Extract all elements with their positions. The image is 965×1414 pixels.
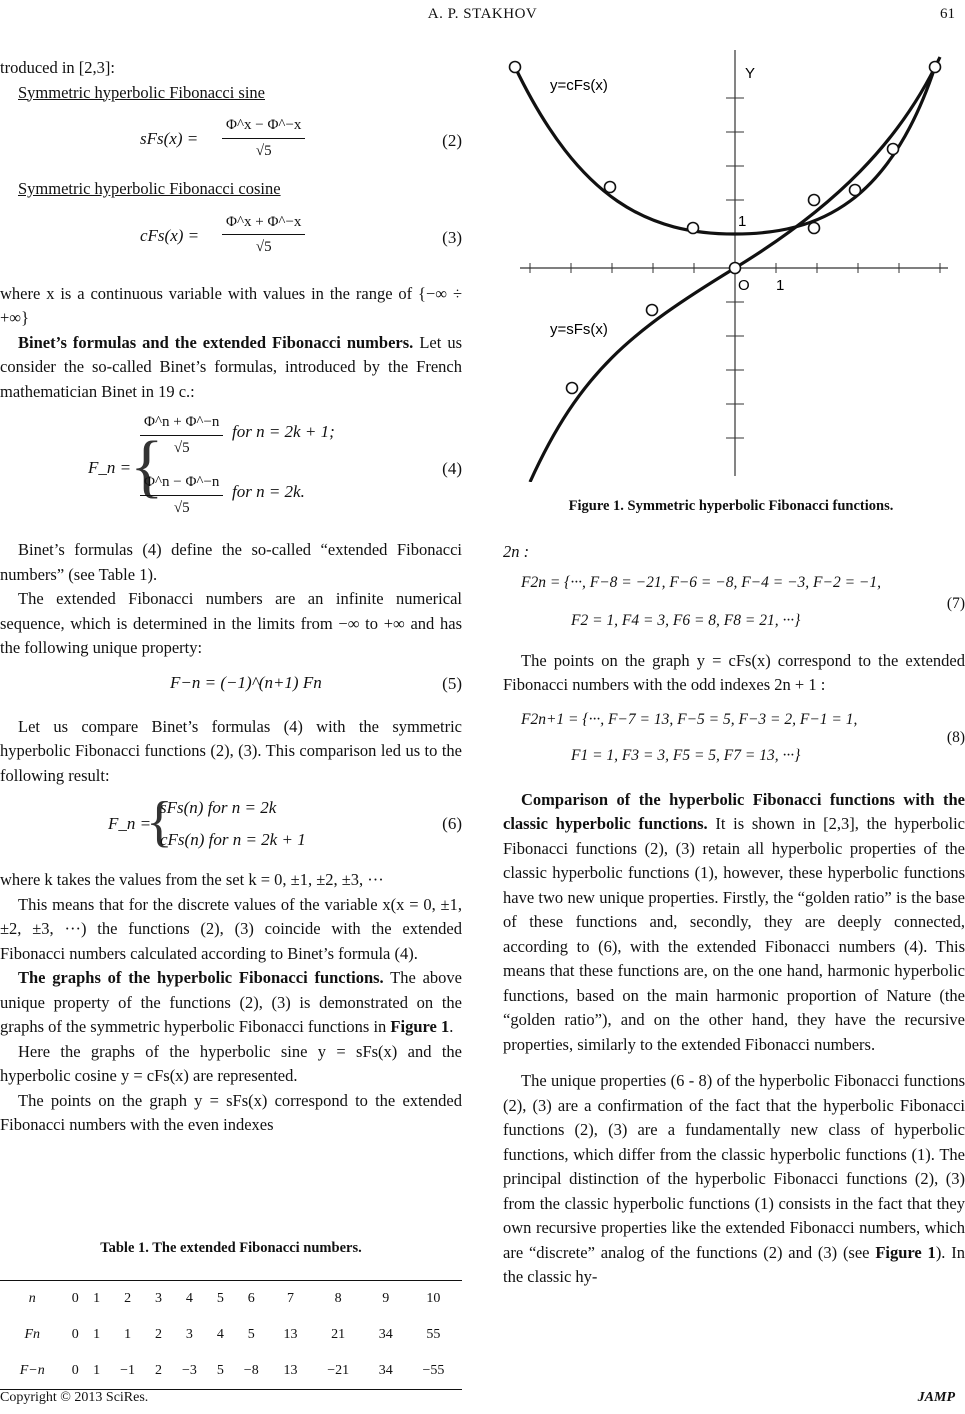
- table-row: [0, 1317, 462, 1353]
- eq4-brace: {: [130, 428, 164, 505]
- table-cell: 0: [64, 1281, 85, 1318]
- eq2-lhs: sFs(x) =: [140, 129, 199, 148]
- eq3-number: (3): [442, 227, 462, 247]
- table-cell: 8: [310, 1281, 367, 1318]
- comparison-heading: Comparison of the hyperbolic Fibonacci functions with the classic hyperbolic functions.: [503, 789, 965, 833]
- para-where: where x is a continuous variable with values in the range of {−∞ ÷ +∞}: [0, 283, 462, 327]
- eq3-fraction: [222, 210, 305, 260]
- fibonacci-point: [809, 223, 820, 234]
- eq5-body: F−n = (−1)^(n+1) Fn: [170, 672, 322, 692]
- table-cell: 7: [271, 1281, 309, 1318]
- table-cell: 1: [86, 1281, 107, 1318]
- right-column: [503, 540, 965, 1290]
- eq4-case2-den: √5: [173, 499, 190, 516]
- table-cell: 34: [378, 1327, 393, 1342]
- cfs-label: y=cFs(x): [550, 77, 608, 94]
- eq8-line2: F1 = 1, F3 = 3, F5 = 5, F7 = 13, ···}: [571, 746, 801, 764]
- table-cell: 5: [210, 1281, 231, 1318]
- page-number: 61: [940, 6, 955, 22]
- para-binet: [0, 331, 462, 405]
- fibonacci-point: [850, 185, 861, 196]
- eq4-case1-fraction: [140, 410, 223, 460]
- para-discrete: This means that for the discrete values of the variable x(x = 0, ±1, ±2, ±3, ···) the functions (2), (3) coincide with the extended Fibonacci numbers calculated according to Binet’s formula (4).: [0, 894, 462, 963]
- eq6-brace: {: [146, 791, 173, 853]
- fibonacci-point: [730, 263, 741, 274]
- x-tick-label: 1: [776, 277, 785, 294]
- eq2-numerator: Φ^x − Φ^−x: [222, 113, 305, 139]
- equation-4: [0, 408, 462, 530]
- eq4-case2-num: Φ^n − Φ^−n: [140, 470, 223, 496]
- sfs-label: y=sFs(x): [550, 321, 608, 338]
- table-cell: 1: [93, 1327, 101, 1342]
- footer-journal: JAMP: [917, 1390, 955, 1405]
- table-row-header: Fn: [24, 1327, 40, 1342]
- para-extended: The extended Fibonacci numbers are an infinite numerical sequence, which is determined in the limits from −∞ to +∞ and has the following unique property:: [0, 589, 462, 657]
- para-graphs: [0, 966, 462, 1040]
- eq4-case1-num: Φ^n + Φ^−n: [140, 410, 223, 436]
- fibonacci-point: [688, 223, 699, 234]
- para-comparison: [503, 788, 965, 1058]
- table-row: [0, 1353, 462, 1390]
- table-cell: 0: [71, 1327, 79, 1342]
- fibonacci-point: [809, 195, 820, 206]
- cosine-heading: Symmetric hyperbolic Fibonacci cosine: [18, 179, 281, 198]
- table-cell: 0: [64, 1353, 85, 1390]
- equation-5: [0, 661, 462, 707]
- left-column: [0, 56, 462, 1138]
- table-cell: 3: [148, 1281, 169, 1318]
- eq6-lhs: F_n =: [108, 814, 152, 833]
- table-row-header: F−n: [0, 1353, 64, 1390]
- para-points-sfs: The points on the graph y = sFs(x) correspond to the extended Fibonacci numbers with the even indexes: [0, 1090, 462, 1134]
- fibonacci-point: [930, 62, 941, 73]
- fibonacci-point: [510, 62, 521, 73]
- eq4-case1-cond: for n = 2k + 1;: [232, 422, 335, 441]
- eq7-line1: F2n = {···, F−8 = −21, F−6 = −8, F−4 = −3, F−2 = −1,: [521, 573, 882, 591]
- equation-6: [0, 788, 462, 860]
- fibonacci-table: [0, 1280, 462, 1390]
- eq2-denominator: √5: [255, 142, 272, 159]
- footer-copyright: Copyright © 2013 SciRes.: [0, 1390, 149, 1405]
- figure-1-graph: [490, 42, 960, 482]
- table-cell: 21: [331, 1327, 346, 1342]
- equation-3: [0, 202, 462, 274]
- eq3-lhs: cFs(x) =: [140, 225, 200, 245]
- table-cell: 13: [271, 1353, 309, 1390]
- binet-heading: Binet’s formulas and the extended Fibonacci numbers.: [18, 332, 414, 352]
- binet-text: Let us consider the so-called Binet’s formulas, introduced by the French mathematician Binet in 19 c.:: [0, 332, 462, 401]
- figure-caption: Figure 1. Symmetric hyperbolic Fibonacci functions.: [568, 498, 894, 514]
- fibonacci-point: [605, 182, 616, 193]
- para-here: Here the graphs of the hyperbolic sine y = sFs(x) and the hyperbolic cosine y = cFs(x) are represented.: [0, 1041, 462, 1085]
- eq6-case2: cFs(n) for n = 2k + 1: [160, 830, 306, 849]
- table-cell: 5: [247, 1327, 255, 1342]
- equation-8: [503, 698, 965, 778]
- fibonacci-table-grid: [0, 1280, 462, 1390]
- table-cell: −1: [107, 1353, 147, 1390]
- table-cell: 34: [367, 1353, 405, 1390]
- table-row: [0, 1281, 462, 1318]
- graphs-heading: The graphs of the hyperbolic Fibonacci functions.: [18, 968, 384, 987]
- table-caption: Table 1. The extended Fibonacci numbers.: [100, 1240, 362, 1256]
- table-cell: 1: [124, 1327, 132, 1342]
- eq4-case1-den: √5: [173, 439, 190, 456]
- origin-label: O: [738, 277, 750, 294]
- eq3-numerator: Φ^x + Φ^−x: [222, 210, 305, 236]
- para-compare: Let us compare Binet’s formulas (4) with the symmetric hyperbolic Fibonacci functions (2), (3). This comparison led us to the following result:: [0, 716, 462, 785]
- eq7-line2: F2 = 1, F4 = 3, F6 = 8, F8 = 21, ···}: [571, 611, 801, 629]
- unique-text-b: ). In the classic hy-: [503, 1242, 965, 1286]
- table-cell: −55: [405, 1353, 462, 1390]
- eq3-denominator: √5: [255, 239, 272, 255]
- eq8-line1: F2n+1 = {···, F−7 = 13, F−5 = 5, F−3 = 2, F−1 = 1,: [521, 710, 858, 728]
- table-row-header: n: [0, 1281, 64, 1318]
- table-cell: 2: [148, 1353, 169, 1390]
- running-header: A. P. STAKHOV: [427, 6, 538, 22]
- table-cell: 6: [231, 1281, 271, 1318]
- unique-figure-ref: Figure 1: [875, 1242, 936, 1262]
- para-binet-def: Binet’s formulas (4) define the so-called “extended Fibonacci numbers” (see Table 1).: [0, 540, 462, 584]
- eq6-case1: sFs(n) for n = 2k: [160, 798, 277, 817]
- table-cell: 4: [216, 1327, 224, 1342]
- table-cell: 3: [185, 1327, 193, 1342]
- eq8-number: (8): [946, 728, 965, 746]
- eq6-number: (6): [442, 813, 462, 833]
- table-cell: 13: [283, 1327, 298, 1342]
- table-cell: 10: [405, 1281, 462, 1318]
- eq4-case2-fraction: [140, 470, 223, 520]
- table-cell: 55: [426, 1327, 441, 1342]
- table-cell: −21: [310, 1353, 367, 1390]
- eq4-lhs: F_n =: [88, 458, 132, 477]
- para-k-values: where k takes the values from the set k = 0, ±1, ±2, ±3, ···: [0, 870, 384, 889]
- para-intro: troduced in [2,3]:: [0, 58, 116, 77]
- y-axis-label: Y: [745, 65, 756, 82]
- para-points-cfs: The points on the graph y = cFs(x) correspond to the extended Fibonacci numbers with the odd indexes 2n + 1 :: [503, 650, 965, 694]
- unique-text-a: The unique properties (6 - 8) of the hyperbolic Fibonacci functions (2), (3) are a confirmation of the fact that the hyperbolic Fibonacci functions (2), (3) are a fundamentally new class of hyperbolic functions, which differ from the classic hyperbolic functions (1). The principal distinction of the hyperbolic Fibonacci functions (2), (3) from the classic hyperbolic functions (1) consists in the fact that they own recursive properties like the extended Fibonacci numbers, which are “discrete” analog of the functions (2) and (3) (see: [503, 1071, 965, 1262]
- eq4-number: (4): [442, 458, 462, 478]
- table-cell: 1: [86, 1353, 107, 1390]
- equation-7: [503, 565, 965, 643]
- comparison-text: It is shown in [2,3], the hyperbolic Fibonacci functions (2), (3) retain all hyperbolic properties of the classic hyperbolic functions (1), however, these hyperbolic functions have two new unique properties. Firstly, the “golden ratio” is the base of these functions and, secondly, they are deeply connected, according to (6), with the extended Fibonacci numbers (4). This means that these functions are, on the one hand, harmonic hyperbolic functions, based on the main harmonic proportion of Nature (the “golden ratio”), and on the other hand, they have the recursive properties, similarly to the extended Fibonacci numbers.: [503, 814, 965, 1054]
- fibonacci-point: [567, 383, 578, 394]
- table-cell: 9: [367, 1281, 405, 1318]
- sine-heading: Symmetric hyperbolic Fibonacci sine: [18, 82, 265, 102]
- table-cell: 2: [107, 1281, 147, 1318]
- fibonacci-point: [888, 144, 899, 155]
- graphs-figure-ref: Figure 1: [390, 1017, 450, 1036]
- eq4-case2-cond: for n = 2k.: [232, 482, 305, 501]
- eq5-number: (5): [442, 673, 462, 693]
- graphs-end: .: [449, 1017, 454, 1036]
- eq2-number: (2): [442, 130, 462, 150]
- eq7-number: (7): [946, 594, 965, 612]
- para-unique: [503, 1069, 965, 1290]
- table-cell: −3: [169, 1353, 209, 1390]
- equation-2: [0, 105, 462, 177]
- fibonacci-point: [647, 305, 658, 316]
- table-cell: 2: [155, 1327, 162, 1342]
- y-tick-label: 1: [738, 213, 747, 230]
- table-cell: −8: [231, 1353, 271, 1390]
- para-2n: 2n :: [503, 542, 530, 561]
- table-cell: 5: [210, 1353, 231, 1390]
- eq2-fraction: [222, 113, 305, 163]
- graphs-text: The above unique property of the functions (2), (3) is demonstrated on the graphs of the symmetric hyperbolic Fibonacci functions in: [0, 968, 462, 1036]
- table-cell: 4: [169, 1281, 209, 1318]
